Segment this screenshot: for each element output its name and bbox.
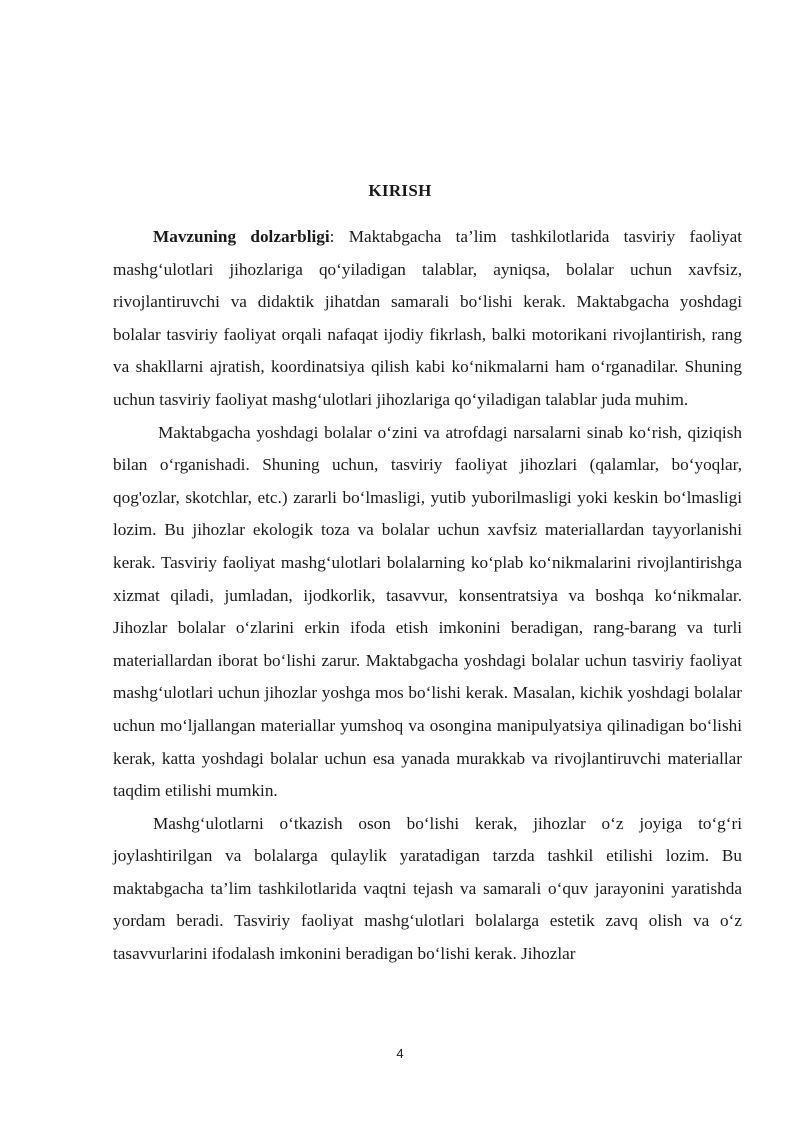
paragraph-text: : Maktabgacha ta’lim tashkilotlarida tasviriy faoliyat mashg‘ulotlari jihozlariga qo‘yiladigan talablar, ayniqsa, bolalar uchun xavfsiz, rivojlantiruvchi va didaktik jihatdan samarali bo‘lishi kerak. Maktabgacha yoshdagi bolalar tasviriy faoliyat orqali nafaqat ijodiy fikrlash, balki motorikani rivojlantirish, rang va shakllarni ajratish, koordinatsiya qilish kabi ko‘nikmalarni ham o‘rganadilar. Shuning uchun tasviriy faoliyat mashg‘ulotlari jihozlariga qo‘yiladigan talablar juda muhim. — [113, 227, 742, 409]
lead-term: Mavzuning dolzarbligi — [153, 227, 330, 246]
paragraph-relevance — [113, 221, 742, 417]
paragraph-organization — [113, 808, 742, 971]
page-number: 4 — [396, 1046, 404, 1061]
paragraph-text: Mashg‘ulotlarni o‘tkazish oson bo‘lishi kerak, jihozlar o‘z joyiga to‘g‘ri joylashtirilgan va bolalarga qulaylik yaratadigan tarzda tashkil etilishi lozim. Bu maktabgacha ta’lim tashkilotlarida vaqtni tejash va samarali o‘quv jarayonini yaratishda yordam beradi. Tasviriy faoliyat mashg‘ulotlari bolalarga estetik zavq olish va o‘z tasavvurlarini ifodalash imkonini beradigan bo‘lishi kerak. Jihozlar — [113, 813, 742, 964]
section-heading: KIRISH — [368, 181, 432, 200]
body-text — [113, 221, 742, 971]
paragraph-safety — [113, 417, 742, 808]
paragraph-text: Maktabgacha yoshdagi bolalar o‘zini va atrofdagi narsalarni sinab ko‘rish, qiziqish bilan o‘rganishadi. Shuning uchun, tasviriy faoliyat jihozlari (qalamlar, bo‘yoqlar, qog'ozlar, skotchlar, etc.) zararli bo‘lmasligi, yutib yuborilmasligi yoki keskin bo‘lmasligi lozim. Bu jihozlar ekologik toza va bolalar uchun xavfsiz materiallardan tayyorlanishi kerak. Tasviriy faoliyat mashg‘ulotlari bolalarning ko‘plab ko‘nikmalarini rivojlantirishga xizmat qiladi, jumladan, ijodkorlik, tasavvur, konsentratsiya va boshqa ko‘nikmalar. Jihozlar bolalar o‘zlarini erkin ifoda etish imkonini beradigan, rang-barang va turli materiallardan iborat bo‘lishi zarur. Maktabgacha yoshdagi bolalar uchun tasviriy faoliyat mashg‘ulotlari uchun jihozlar yoshga mos bo‘lishi kerak. Masalan, kichik yoshdagi bolalar uchun mo‘ljallangan materiallar yumshoq va osongina manipulyatsiya qilinadigan bo‘lishi kerak, katta yoshdagi bolalar uchun esa yanada murakkab va rivojlantiruvchi materiallar taqdim etilishi mumkin. — [113, 422, 742, 801]
